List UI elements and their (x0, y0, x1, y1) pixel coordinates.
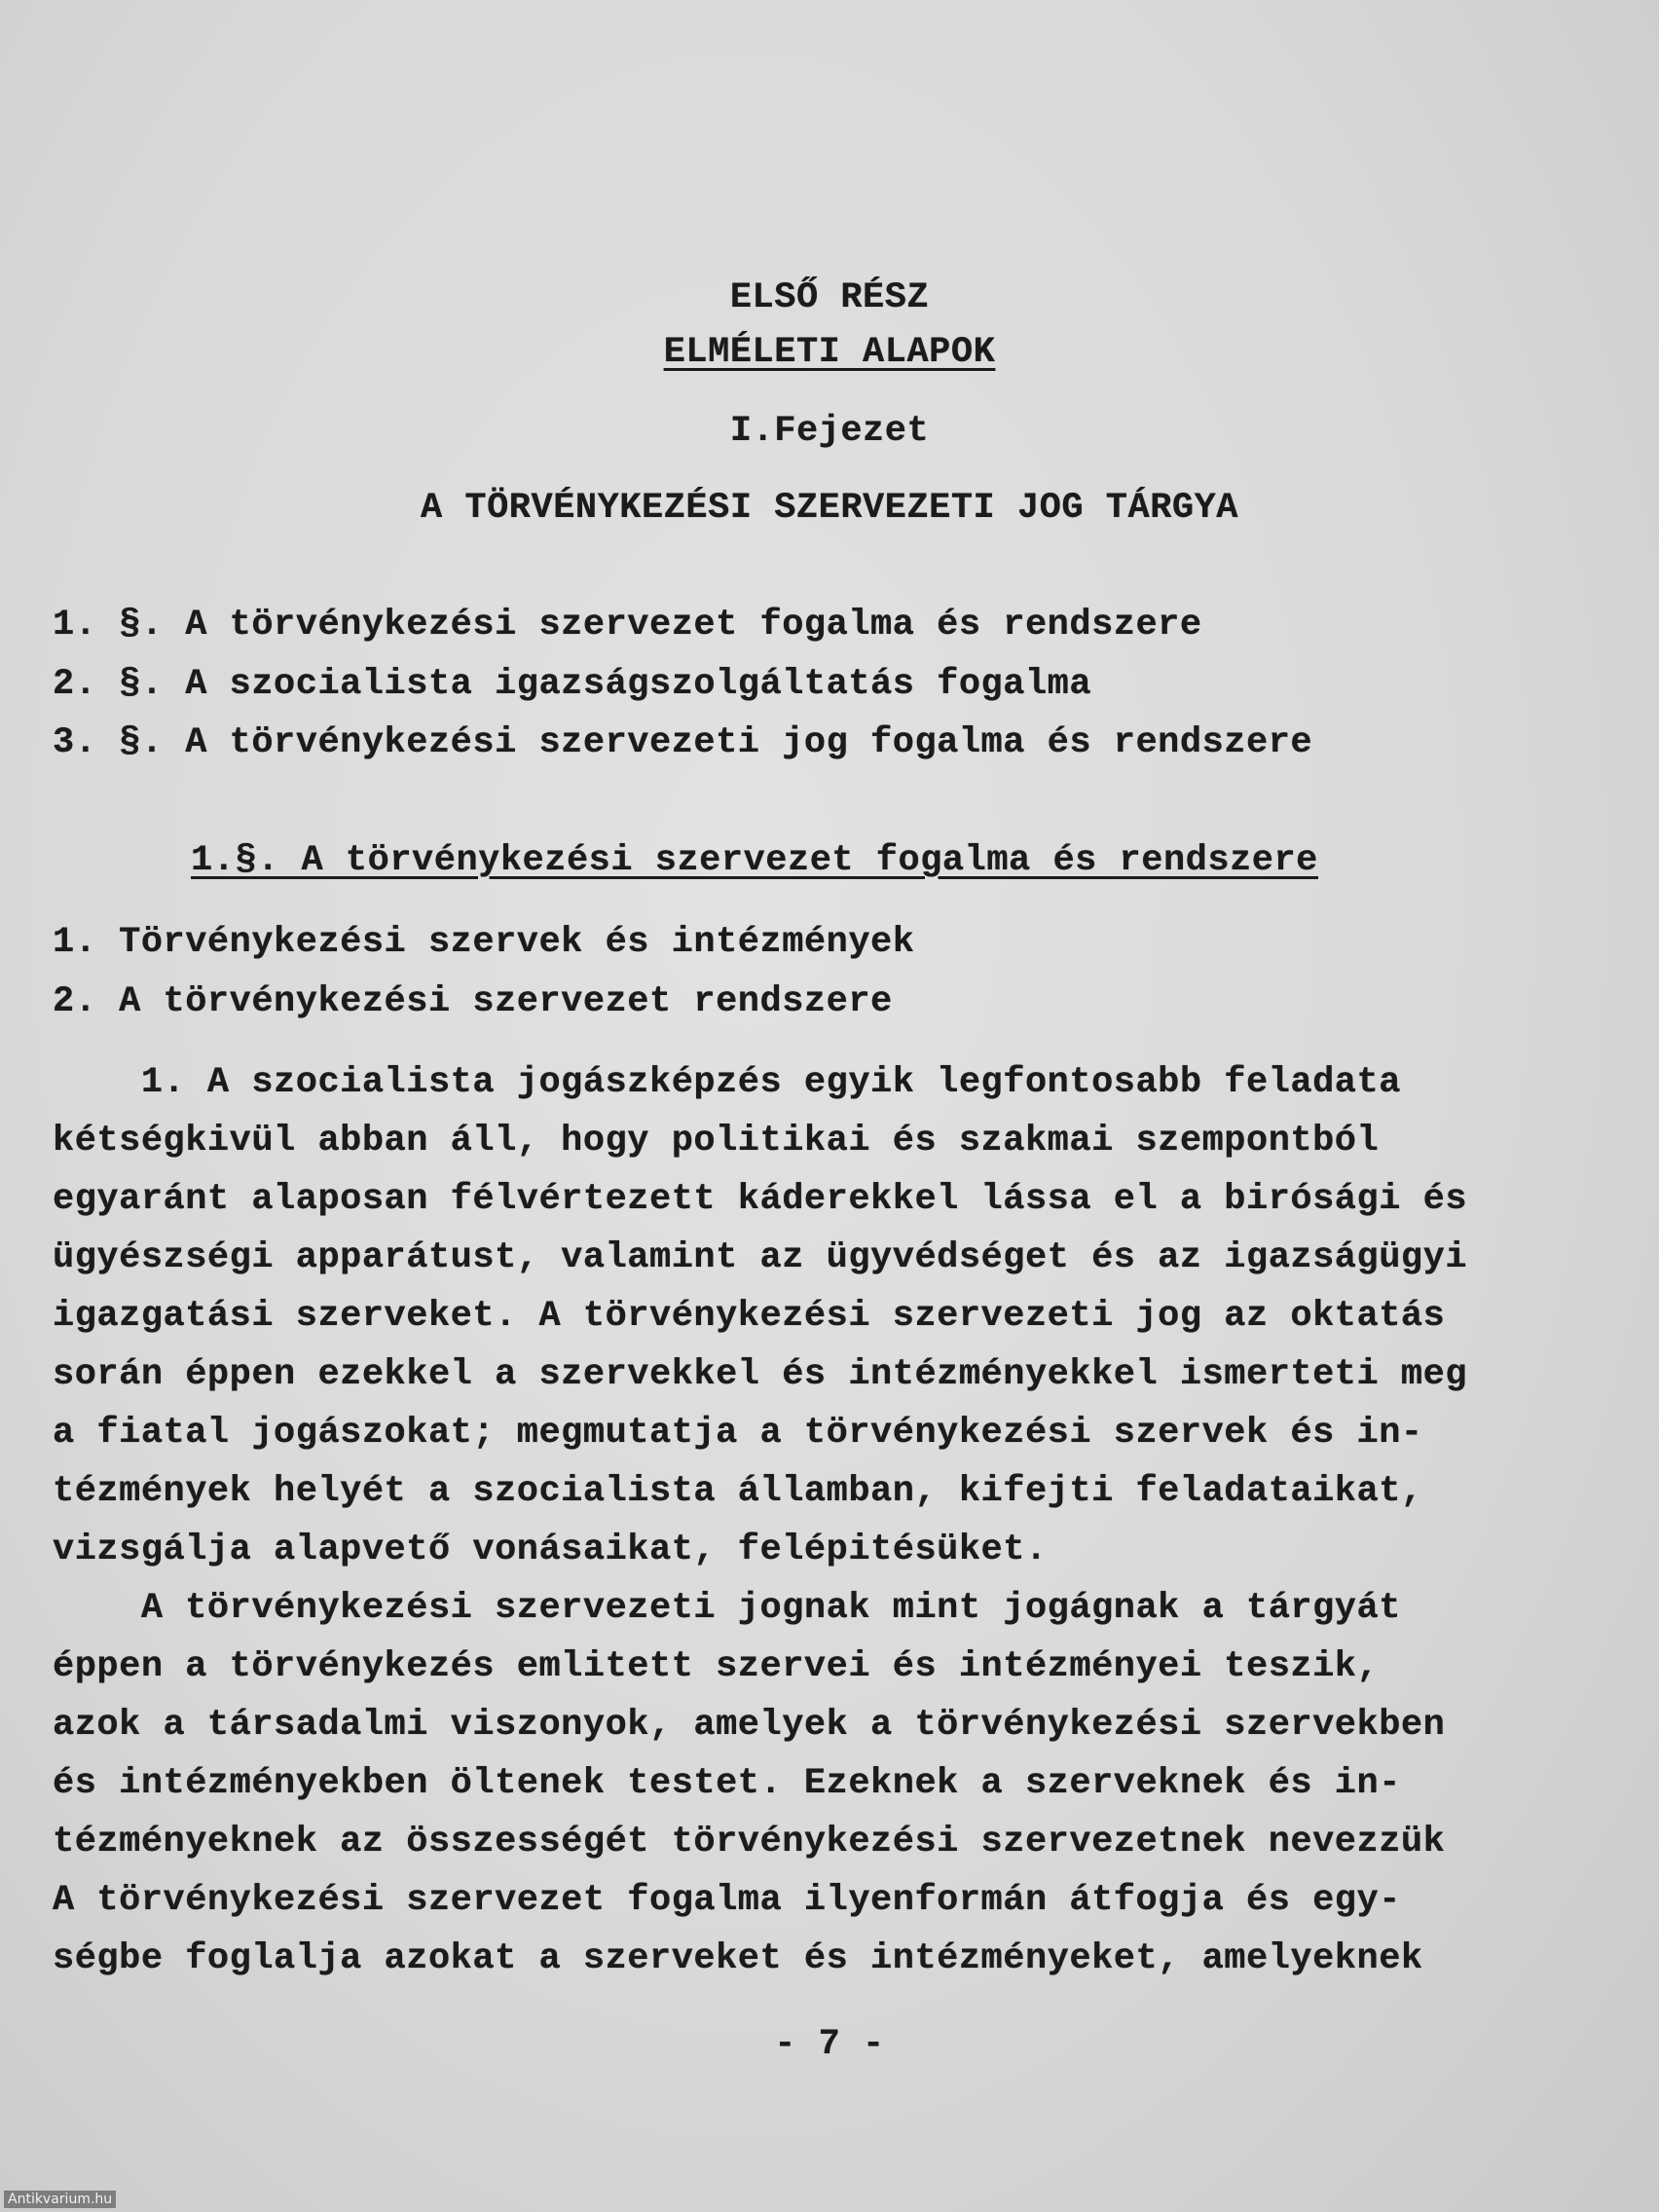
body-line: 1. A szocialista jogászképzés egyik legfontosabb feladata (53, 1062, 1401, 1103)
watermark-label: Antikvarium.hu (4, 2191, 116, 2208)
body-line: vizsgálja alapvető vonásaikat, felépitésüket. (53, 1530, 1048, 1570)
body-line: igazgatási szerveket. A törvénykezési szervezeti jog az oktatás (53, 1296, 1446, 1337)
body-line: tézmények helyét a szocialista államban, kifejti feladataikat, (53, 1471, 1423, 1512)
body-line: és intézményekben öltenek testet. Ezeknek a szerveknek és in- (53, 1763, 1401, 1804)
chapter-number: I.Fejezet (729, 411, 930, 452)
section-heading (191, 840, 1318, 881)
part-subtitle-text: ELMÉLETI ALAPOK (663, 332, 996, 373)
body-line: során éppen ezekkel a szervekkel és intézményekkel ismerteti meg (53, 1354, 1468, 1395)
body-line: A törvénykezési szervezet fogalma ilyenformán átfogja és egy- (53, 1880, 1401, 1921)
body-line: azok a társadalmi viszonyok, amelyek a törvénykezési szervekben (53, 1705, 1446, 1746)
body-line: éppen a törvénykezés emlitett szervei és intézményei teszik, (53, 1646, 1380, 1687)
body-line: a fiatal jogászokat; megmutatja a törvénykezési szervek és in- (53, 1413, 1423, 1454)
subsection-item: 2. A törvénykezési szervezet rendszere (53, 981, 893, 1022)
body-line: egyaránt alaposan félvértezett káderekkel lássa el a birósági és (53, 1179, 1468, 1220)
subsection-item: 1. Törvénykezési szervek és intézmények (53, 922, 915, 963)
toc-item: 1. §. A törvénykezési szervezet fogalma és rendszere (53, 605, 1202, 645)
part-subtitle (0, 332, 1659, 373)
chapter-title: A TÖRVÉNYKEZÉSI SZERVEZETI JOG TÁRGYA (420, 488, 1239, 529)
body-line: ségbe foglalja azokat a szerveket és intézményeket, amelyeknek (53, 1938, 1423, 1979)
part-title: ELSŐ RÉSZ (729, 277, 930, 318)
body-line: kétségkivül abban áll, hogy politikai és szakmai szempontból (53, 1121, 1380, 1161)
toc-item: 2. §. A szocialista igazságszolgáltatás fogalma (53, 664, 1092, 705)
section-heading-text: 1.§. A törvénykezési szervezet fogalma és rendszere (191, 840, 1318, 881)
body-line: A törvénykezési szervezeti jognak mint jogágnak a tárgyát (53, 1588, 1401, 1629)
body-line: tézményeknek az összességét törvénykezési szervezetnek nevezzük (53, 1822, 1446, 1862)
toc-item: 3. §. A törvénykezési szervezeti jog fogalma és rendszere (53, 722, 1313, 763)
body-line: ügyészségi apparátust, valamint az ügyvédséget és az igazságügyi (53, 1237, 1468, 1278)
page-number: - 7 - (774, 2024, 885, 2065)
